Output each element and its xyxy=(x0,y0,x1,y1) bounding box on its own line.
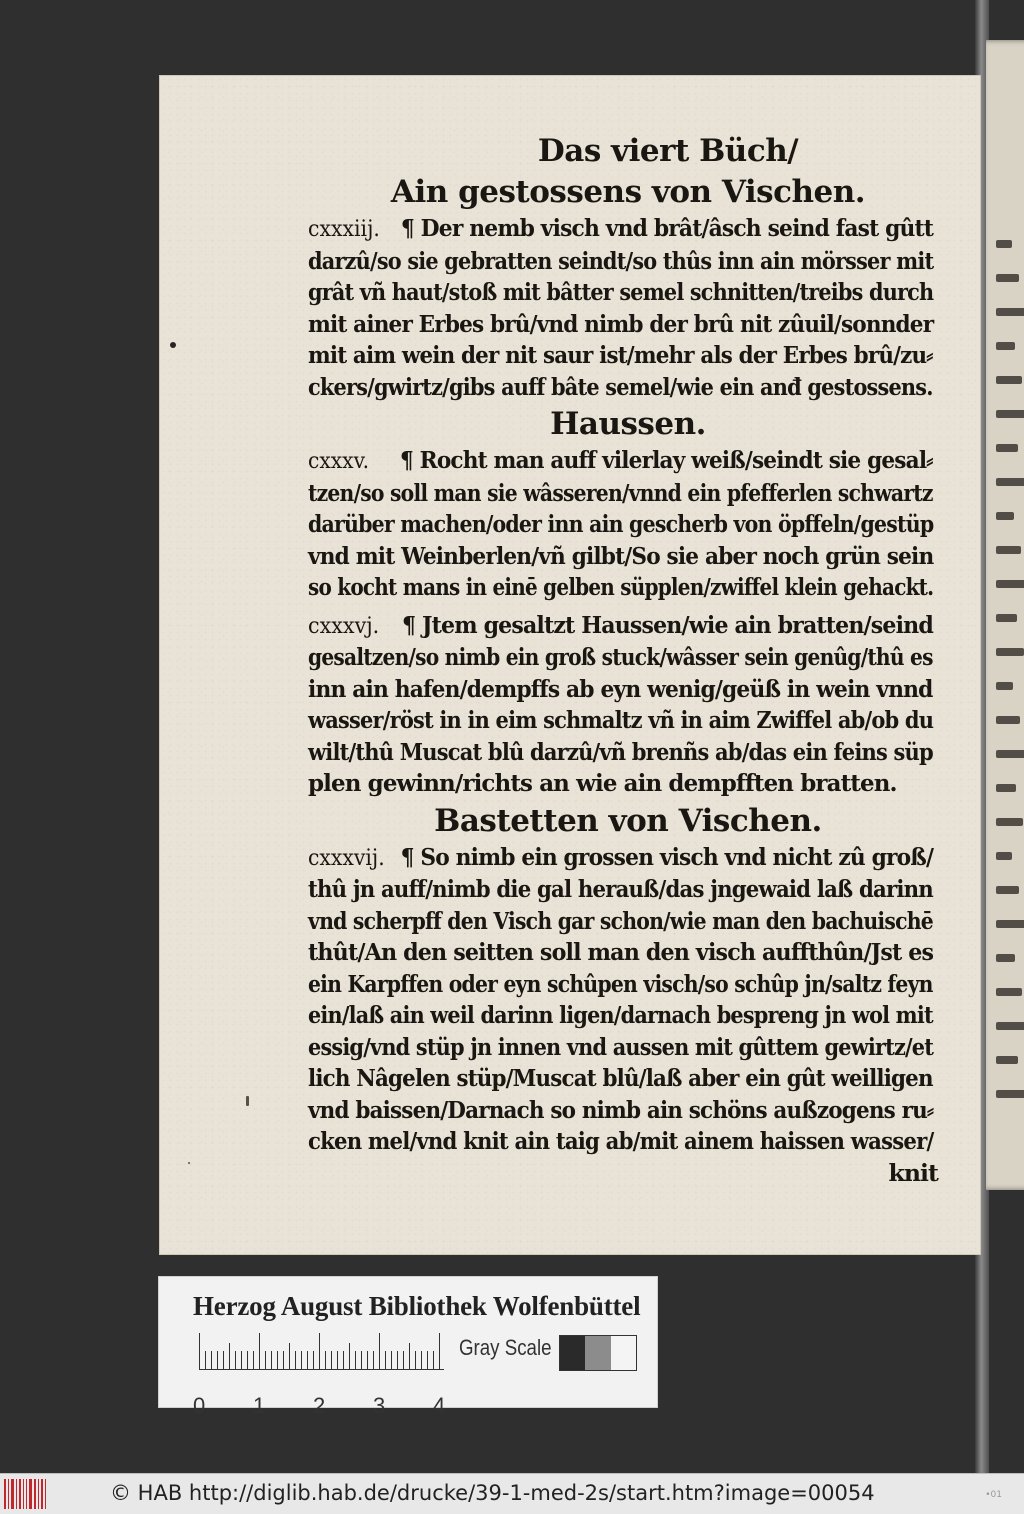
text-line xyxy=(308,1000,933,1032)
ruler-label: 2 xyxy=(313,1393,326,1418)
gray-scale-strip xyxy=(559,1335,637,1371)
recipe-paragraph xyxy=(308,610,948,800)
barcode-bar xyxy=(23,1479,24,1509)
ruler-tick xyxy=(223,1351,224,1369)
ruler-tick xyxy=(229,1343,230,1369)
ruler-tick xyxy=(283,1351,284,1369)
line-text: lich Nâgelen stüp/Muscat blû/laß aber ein gût weilligen xyxy=(308,1064,933,1092)
ruler-tick xyxy=(271,1351,272,1369)
ruler-tick xyxy=(301,1351,302,1369)
line-text: grât vñ haut/stoß mit bâtter semel schnitten/treibs durch xyxy=(308,278,934,306)
library-name: Herzog August Bibliothek Wolfenbüttel xyxy=(193,1291,641,1321)
ruler-tick xyxy=(373,1351,374,1369)
ruler-tick xyxy=(379,1333,380,1369)
line-text: thût/An den seitten soll man den visch auffthûn/Jst es xyxy=(308,938,934,966)
next-page-text xyxy=(996,274,1019,282)
barcode-bar xyxy=(11,1479,14,1509)
next-page-text xyxy=(996,648,1024,656)
next-page-text xyxy=(996,342,1015,350)
next-page-text xyxy=(996,614,1017,622)
line-text: ¶ So nimb ein grossen visch vnd nicht zû groß/ xyxy=(400,842,934,871)
ruler xyxy=(193,1333,449,1418)
line-text: wilt/thû Muscat blû darzû/vñ brenñs ab/das ein feins süp xyxy=(308,737,933,766)
page-hole xyxy=(170,342,176,348)
color-scale-card xyxy=(158,1276,658,1418)
next-page-text xyxy=(996,308,1024,316)
next-page-text xyxy=(996,852,1012,860)
ruler-tick xyxy=(235,1351,236,1369)
next-page-text xyxy=(996,444,1018,452)
text-line xyxy=(308,969,933,1001)
next-page-text xyxy=(996,376,1022,384)
page-text-block xyxy=(308,133,948,1189)
text-line xyxy=(308,705,934,737)
next-page-text xyxy=(996,410,1024,418)
barcode-bar xyxy=(19,1479,21,1509)
line-text: mit ainer Erbes brû/vnd nimb der brû nit zûuil/sonnder xyxy=(308,309,934,338)
ruler-tick xyxy=(277,1351,278,1369)
ruler-tick xyxy=(397,1351,398,1369)
next-page-text xyxy=(996,1090,1024,1098)
ruler-tick xyxy=(367,1351,368,1369)
ruler-tick xyxy=(433,1351,434,1369)
line-text: ein/laß ain weil darinn ligen/darnach bespreng jn wol mit xyxy=(308,1001,933,1029)
section-heading: Haussen. xyxy=(550,406,706,442)
next-page-text xyxy=(996,954,1015,962)
text-line xyxy=(308,509,934,541)
text-line xyxy=(308,372,933,404)
recipe-number: cxxxvj. xyxy=(308,613,380,639)
ruler-tick xyxy=(349,1343,350,1369)
text-line xyxy=(308,478,933,510)
catchword: knit xyxy=(888,1158,938,1187)
ruler-tick xyxy=(355,1351,356,1369)
next-page-edge xyxy=(986,40,1024,1190)
line-text: ¶ Rocht man auff vilerlay weiß/seindt sie gesal⸗ xyxy=(400,446,933,474)
recipe-paragraph xyxy=(308,213,948,403)
ruler-tick xyxy=(307,1351,308,1369)
line-text: cken mel/vnd knit ain taig ab/mit ainem haissen wasser/ xyxy=(308,1127,934,1155)
status-mark: •01 xyxy=(985,1490,1002,1500)
line-text: ¶ Der nemb visch vnd brât/âsch seind fast gûtt xyxy=(400,214,934,242)
line-text: inn ain hafen/dempffs ab eyn wenig/geüß in wein vnnd xyxy=(308,674,933,703)
line-text: gesaltzen/so nimb ein groß stuck/wâsser sein genûg/thû es xyxy=(308,643,933,671)
ruler-tick xyxy=(331,1351,332,1369)
text-line xyxy=(308,874,933,906)
line-text: vnd mit Weinberlen/vñ gilbt/So sie aber noch grün sein xyxy=(308,541,934,570)
ruler-tick xyxy=(313,1351,314,1369)
ruler-tick xyxy=(265,1351,266,1369)
status-bar xyxy=(0,1473,1024,1514)
next-page-text xyxy=(996,478,1024,486)
text-line xyxy=(308,541,934,573)
ruler-tick xyxy=(409,1343,410,1369)
line-text: darüber machen/oder inn ain gescherb von öpffeln/gestüp xyxy=(308,510,934,538)
text-line xyxy=(308,937,934,969)
line-text: mit aim wein der nit saur ist/mehr als der Erbes brû/zu⸗ xyxy=(308,341,933,369)
text-line xyxy=(308,572,934,604)
barcode-icon xyxy=(4,1479,48,1509)
barcode-bar xyxy=(16,1479,17,1509)
ruler-tick xyxy=(427,1351,428,1369)
line-text: ein Karpffen oder eyn schûpen visch/so schûp jn/saltz feyn xyxy=(308,969,933,998)
next-page-text xyxy=(996,784,1016,792)
text-line xyxy=(308,737,933,769)
gray-swatch xyxy=(560,1336,585,1370)
text-line xyxy=(308,309,934,341)
recipe-paragraph xyxy=(308,445,948,604)
ruler-label: 1 xyxy=(253,1393,266,1418)
ruler-tick xyxy=(319,1333,320,1369)
barcode-bar xyxy=(26,1479,27,1509)
ruler-tick xyxy=(403,1351,404,1369)
line-text: ckers/gwirtz/gibs auff bâte semel/wie ein anđ gestossens. xyxy=(308,372,933,401)
barcode-bar xyxy=(8,1479,9,1509)
text-line xyxy=(308,213,934,246)
barcode-bar xyxy=(38,1479,39,1509)
ruler-tick xyxy=(295,1351,296,1369)
next-page-text xyxy=(996,1056,1018,1064)
barcode-bar xyxy=(45,1479,46,1509)
text-line xyxy=(308,340,933,372)
ruler-tick xyxy=(343,1351,344,1369)
ruler-tick xyxy=(289,1343,290,1369)
ruler-tick xyxy=(415,1351,416,1369)
next-page-text xyxy=(996,716,1020,724)
text-line xyxy=(308,1095,934,1127)
line-text: tzen/so soll man sie wâsseren/vnnd ein pfefferlen schwartz xyxy=(308,478,933,507)
text-line xyxy=(308,1063,933,1095)
ruler-tick xyxy=(391,1351,392,1369)
text-line xyxy=(308,246,934,278)
ruler-tick xyxy=(199,1333,200,1369)
ruler-tick xyxy=(247,1351,248,1369)
text-line xyxy=(308,1126,934,1158)
line-text: vnd scherpff den Visch gar schon/wie man den bachuischē xyxy=(308,906,933,935)
next-page-text xyxy=(996,546,1021,554)
section-heading: Ain gestossens von Vischen. xyxy=(390,174,866,210)
ruler-baseline xyxy=(199,1369,444,1370)
ruler-tick xyxy=(241,1351,242,1369)
ruler-tick xyxy=(337,1351,338,1369)
next-page-text xyxy=(996,1022,1024,1030)
ruler-label: 0 xyxy=(193,1393,206,1418)
next-page-text xyxy=(996,580,1024,588)
ruler-tick xyxy=(205,1351,206,1369)
line-text: so kocht mans in einē gelben süpplen/zwiffel klein gehackt. xyxy=(308,573,934,601)
line-text: wasser/röst in in eim schmaltz vñ in aim Zwiffel ab/ob du xyxy=(308,706,934,734)
line-text: ¶ Jtem gesaltzt Haussen/wie ain bratten/seind xyxy=(401,610,933,639)
text-line xyxy=(308,445,933,478)
ruler-tick xyxy=(421,1351,422,1369)
barcode-bar xyxy=(41,1479,43,1509)
next-page-text xyxy=(996,512,1014,520)
page-speck xyxy=(188,1162,190,1164)
next-page-text xyxy=(996,920,1024,928)
line-text: darzû/so sie gebratten seindt/so thûs inn ain mörsser mit xyxy=(308,246,934,275)
line-text: thû jn auff/nimb die gal herauß/das jngewaid laß darinn xyxy=(308,875,933,903)
ruler-tick xyxy=(361,1351,362,1369)
gray-swatch xyxy=(585,1336,610,1370)
ruler-tick xyxy=(325,1351,326,1369)
ruler-tick xyxy=(217,1351,218,1369)
text-line xyxy=(308,642,933,674)
recipe-number: cxxxiij. xyxy=(308,217,380,242)
barcode-bar xyxy=(4,1479,6,1509)
next-page-text xyxy=(996,240,1012,248)
text-line xyxy=(308,842,934,875)
text-line xyxy=(308,906,933,938)
line-text: vnd baissen/Darnach so nimb ain schöns außzogens ru⸗ xyxy=(308,1095,934,1124)
text-line xyxy=(308,1032,934,1064)
next-page-text xyxy=(996,682,1013,690)
ruler-tick xyxy=(385,1351,386,1369)
text-line xyxy=(308,674,933,706)
text-line xyxy=(308,610,933,643)
next-page-text xyxy=(996,988,1022,996)
next-page-text xyxy=(996,818,1023,826)
recipe-number: cxxxvij. xyxy=(308,845,385,871)
line-text: plen gewinn/richts an wie ain dempfften bratten. xyxy=(308,769,897,797)
ruler-label: 3 xyxy=(373,1393,386,1418)
gray-swatch xyxy=(611,1336,636,1370)
ruler-label: 4 xyxy=(433,1393,446,1418)
recipe-paragraph xyxy=(308,842,948,1158)
text-line xyxy=(308,277,934,309)
running-head: Das viert Büch/ xyxy=(537,133,799,169)
next-page-text xyxy=(996,886,1019,894)
gray-scale-label: Gray Scale xyxy=(459,1335,552,1360)
barcode-bar xyxy=(34,1479,36,1509)
source-url[interactable]: © HAB http://diglib.hab.de/drucke/39-1-med-2s/start.htm?image=00054 xyxy=(110,1481,875,1505)
recipe-number: cxxxv. xyxy=(308,449,370,474)
next-page-text xyxy=(996,750,1024,758)
ruler-tick xyxy=(253,1351,254,1369)
barcode-bar xyxy=(29,1479,32,1509)
page-speck xyxy=(246,1096,249,1106)
text-line xyxy=(308,768,933,800)
ruler-tick xyxy=(259,1333,260,1369)
line-text: essig/vnd stüp jn innen vnd aussen mit gûttem gewirtz/et xyxy=(308,1032,934,1061)
ruler-tick xyxy=(439,1333,440,1369)
book-page xyxy=(160,76,980,1254)
ruler-tick xyxy=(211,1351,212,1369)
section-heading: Bastetten von Vischen. xyxy=(434,802,822,839)
